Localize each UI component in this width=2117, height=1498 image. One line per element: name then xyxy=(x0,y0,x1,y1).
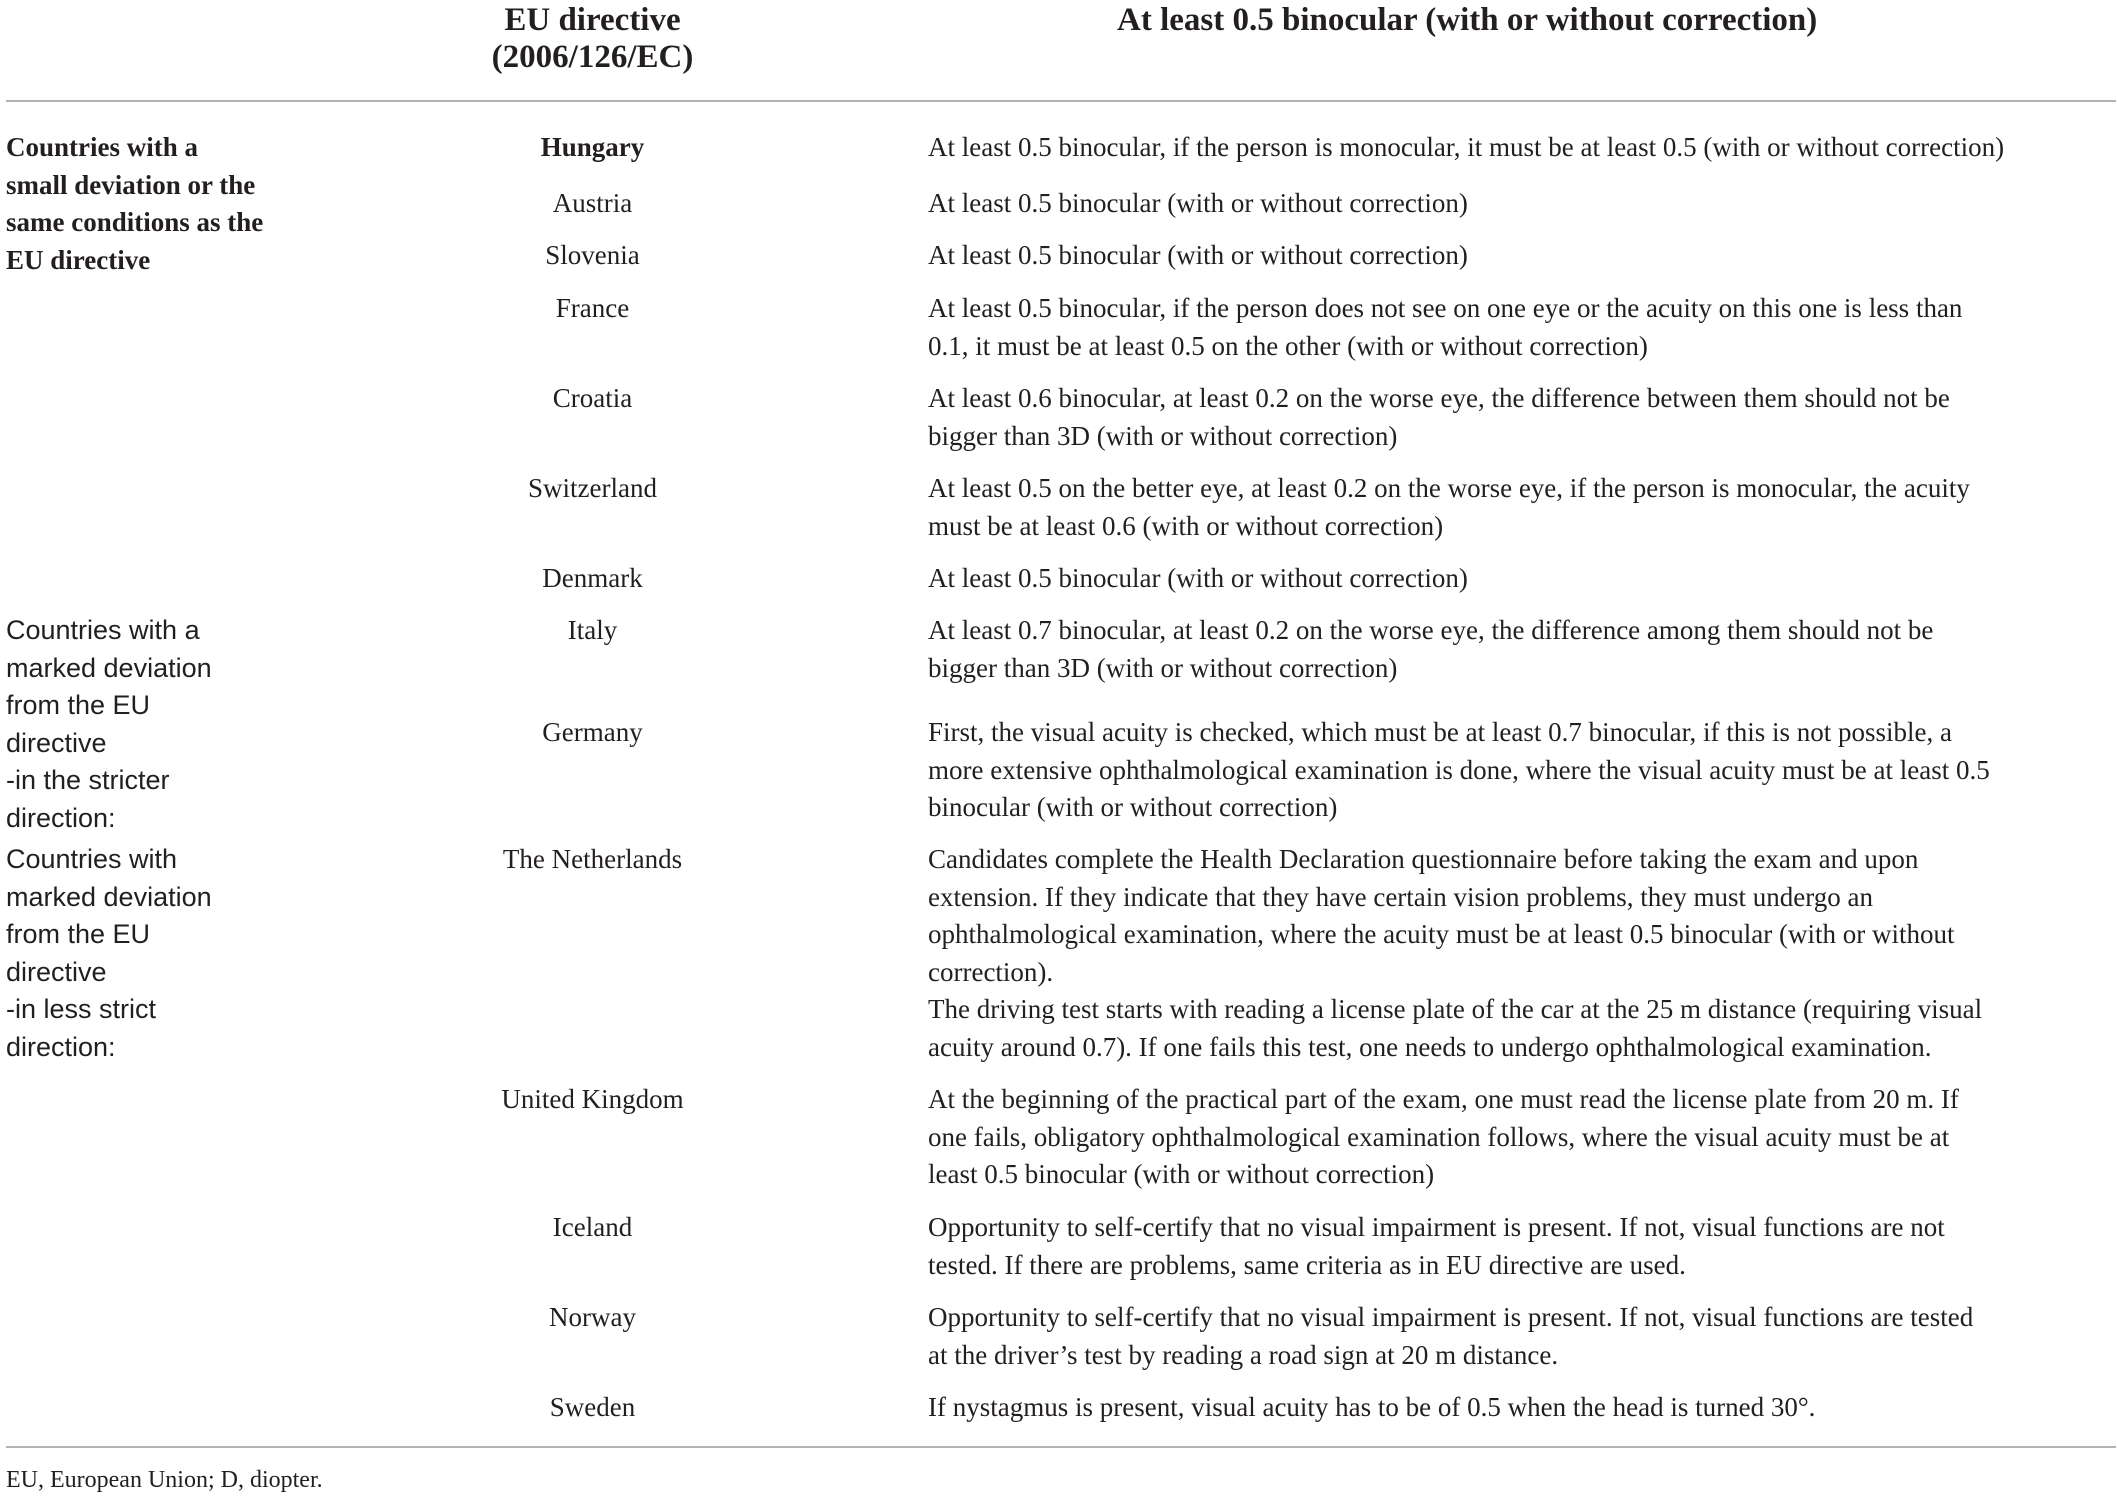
country-cell: Slovenia xyxy=(545,240,640,270)
requirement-cell: At least 0.6 binocular, at least 0.2 on the worse eye, the difference between them should not be bigger than 3D (with or without correction) xyxy=(928,383,1950,451)
country-cell: United Kingdom xyxy=(501,1084,684,1114)
country-cell: Switzerland xyxy=(528,473,657,503)
country-cell: Austria xyxy=(552,188,633,218)
country-cell: Germany xyxy=(542,717,643,747)
country-cell: Denmark xyxy=(542,563,643,593)
requirement-cell: At least 0.5 binocular (with or without correction) xyxy=(928,188,1468,218)
requirement-cell: Opportunity to self-certify that no visual impairment is present. If not, visual functions are tested at the driver’s test by reading a road sign at 20 m distance. xyxy=(928,1302,1974,1370)
country-cell: Italy xyxy=(567,615,618,645)
requirement-cell: At least 0.5 binocular, if the person does not see on one eye or the acuity on this one is less than 0.1, it must be at least 0.5 on the other (with or without correction) xyxy=(928,293,1963,361)
requirement-cell: If nystagmus is present, visual acuity has to be of 0.5 when the head is turned 30°. xyxy=(928,1392,1816,1422)
requirement-cell: At least 0.5 binocular, if the person is monocular, it must be at least 0.5 (with or without correction) xyxy=(928,132,2005,162)
group-label-small-deviation: Countries with a small deviation or the same conditions as the EU directive xyxy=(6,132,264,275)
country-cell: The Netherlands xyxy=(502,844,683,874)
table-footnote: EU, European Union; D, diopter. xyxy=(6,1467,323,1493)
country-cell: France xyxy=(555,293,630,323)
country-cell: Sweden xyxy=(549,1392,636,1422)
requirement-cell: At least 0.5 binocular (with or without correction) xyxy=(928,563,1468,593)
column-header-requirement: At least 0.5 binocular (with or without correction) xyxy=(1117,2,1818,38)
country-cell: Hungary xyxy=(540,132,645,162)
table-bottom-divider xyxy=(6,1446,2116,1448)
requirement-cell: Opportunity to self-certify that no visual impairment is present. If not, visual functions are not tested. If there are problems, same criteria as in EU directive are used. xyxy=(928,1212,1945,1280)
requirement-cell: First, the visual acuity is checked, which must be at least 0.7 binocular, if this is not possible, a more extensive ophthalmological examination is done, where the visual acuity must be at least 0.5 binocular (with or without correction) xyxy=(928,717,1990,822)
requirement-cell: Candidates complete the Health Declaration questionnaire before taking the exam and upon extension. If they indicate that they have certain vision problems, they must undergo an ophthalmological examination, where the acuity must be at least 0.5 binocular (with or without correction). The driving test starts with reading a license plate of the car at the 25 m distance (requiring visual acuity around 0.7). If one fails this test, one needs to undergo ophthalmological examination. xyxy=(928,844,1983,1062)
country-cell: Croatia xyxy=(552,383,633,413)
header-divider xyxy=(6,100,2116,102)
group-label-stricter: Countries with a marked deviation from the EU directive -in the stricter direction: xyxy=(6,615,212,833)
requirement-cell: At least 0.7 binocular, at least 0.2 on the worse eye, the difference among them should not be bigger than 3D (with or without correction) xyxy=(928,615,1934,683)
column-header-eu-directive: EU directive (2006/126/EC) xyxy=(491,2,694,75)
requirement-cell: At the beginning of the practical part of the exam, one must read the license plate from 20 m. If one fails, obligatory ophthalmological examination follows, where the visual acuity must be at least 0.5 binocular (with or without correction) xyxy=(928,1084,1959,1189)
country-cell: Iceland xyxy=(552,1212,633,1242)
requirement-cell: At least 0.5 binocular (with or without correction) xyxy=(928,240,1468,270)
requirement-cell: At least 0.5 on the better eye, at least 0.2 on the worse eye, if the person is monocular, the acuity must be at least 0.6 (with or without correction) xyxy=(928,473,1970,541)
country-cell: Norway xyxy=(549,1302,636,1332)
group-label-less-strict: Countries with marked deviation from the EU directive -in less strict direction: xyxy=(6,844,212,1062)
